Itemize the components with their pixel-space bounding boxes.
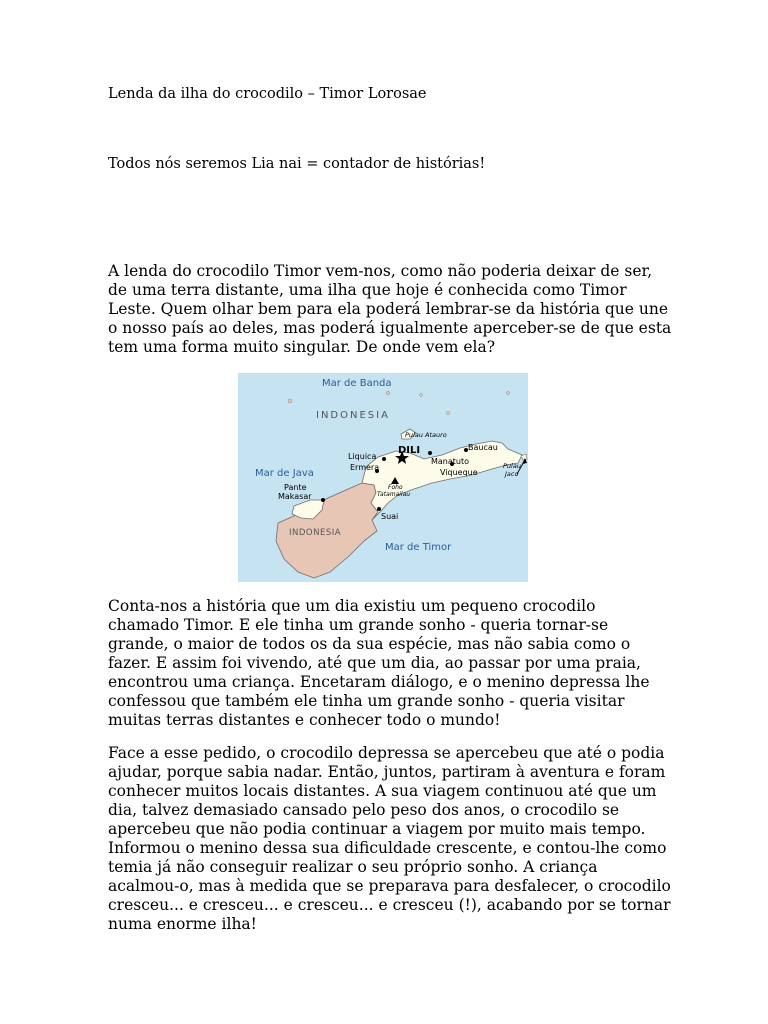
paragraph-line: numa enorme ilha!	[108, 915, 257, 933]
paragraph-line: acalmou-o, mas à medida que se preparava para desfalecer, o crocodilo	[108, 877, 671, 895]
paragraph-line: confessou que também ele tinha um grande sonho - queria visitar	[108, 692, 625, 710]
city-dot	[382, 457, 386, 461]
paragraph-line: conhecer muitos locais distantes. A sua viagem continuou até que um	[108, 782, 657, 800]
islet	[420, 394, 423, 397]
label-dili: DILI	[398, 445, 421, 456]
islet	[386, 391, 390, 395]
city-dot	[321, 498, 325, 502]
label-manatuto: Manatuto	[431, 457, 470, 466]
label-suai: Suai	[381, 512, 399, 521]
paragraph-line: tem uma forma muito singular. De onde vem ela?	[108, 338, 496, 356]
paragraph-line: fazer. E assim foi vivendo, até que um dia, ao passar por uma praia,	[108, 654, 641, 672]
label-pulau-atauro: Pulau Atauro	[405, 431, 447, 439]
city-dot	[377, 507, 381, 511]
label-pulau-jaco-2: Jaco	[505, 470, 519, 478]
paragraph-line: de uma terra distante, uma ilha que hoje é conhecida como Timor	[108, 281, 627, 299]
islet	[507, 392, 510, 395]
paragraph-line: ajudar, porque sabia nadar. Então, juntos, partiram à aventura e foram	[108, 763, 666, 781]
islet	[288, 399, 292, 403]
paragraph-line: o nosso país ao deles, mas poderá igualmente aperceber-se de que esta	[108, 319, 672, 337]
islet	[446, 411, 449, 414]
paragraph-line: chamado Timor. E ele tinha um grande sonho - queria tornar-se	[108, 616, 609, 634]
label-indonesia-bottom: INDONESIA	[289, 528, 342, 538]
paragraph-line: Leste. Quem olhar bem para ela poderá lembrar-se da história que une	[108, 300, 669, 318]
paragraph-line: grande, o maior de todos os da sua espécie, mas não sabia como o	[108, 635, 631, 653]
label-liquica: Liquica	[348, 452, 377, 461]
paragraph-line: A lenda do crocodilo Timor vem-nos, como não poderia deixar de ser,	[108, 262, 653, 280]
paragraph-line: temia já não conseguir realizar o seu próprio sonho. A criança	[108, 858, 598, 876]
label-mar-de-java: Mar de Java	[255, 468, 314, 479]
label-ermera: Ermera	[350, 463, 380, 472]
paragraph-intro	[108, 262, 672, 357]
paragraph-line: Informou o menino dessa sua dificuldade crescente, e contou-lhe como	[108, 839, 667, 857]
label-pante: Pante	[284, 483, 307, 492]
label-pulau-jaco-1: Pulau	[503, 462, 521, 470]
label-mar-de-timor: Mar de Timor	[385, 542, 452, 553]
paragraph-line: Face a esse pedido, o crocodilo depressa se apercebeu que até o podia	[108, 744, 665, 762]
paragraph-line: dia, talvez demasiado cansado pelo peso dos anos, o crocodilo se	[108, 801, 620, 819]
label-viqueque: Viqueque	[440, 468, 478, 477]
label-baucau: Baucau	[468, 443, 498, 452]
paragraph-story-2	[108, 744, 671, 934]
label-tatamailau: Tatamailau	[377, 491, 411, 498]
document-title: Lenda da ilha do crocodilo – Timor Lorosae	[108, 86, 427, 102]
paragraph-line: apercebeu que não podia continuar a viagem por muito mais tempo.	[108, 820, 646, 838]
paragraph-line: Conta-nos a história que um dia existiu um pequeno crocodilo	[108, 597, 596, 615]
paragraph-story-1	[108, 597, 668, 730]
paragraph-line: encontrou uma criança. Encetaram diálogo, e o menino depressa lhe	[108, 673, 650, 691]
label-foho: Foho	[388, 484, 403, 491]
document-subtitle: Todos nós seremos Lia nai = contador de histórias!	[108, 156, 486, 172]
paragraph-line: cresceu... e cresceu... e cresceu... e cresceu (!), acabando por se tornar	[108, 896, 671, 914]
timor-map	[238, 373, 528, 582]
label-mar-de-banda: Mar de Banda	[322, 378, 392, 389]
label-indonesia-top: INDONESIA	[316, 410, 390, 421]
label-makasar: Makasar	[278, 492, 312, 501]
paragraph-line: muitas terras distantes e conhecer todo o mundo!	[108, 711, 501, 729]
city-dot	[428, 451, 432, 455]
